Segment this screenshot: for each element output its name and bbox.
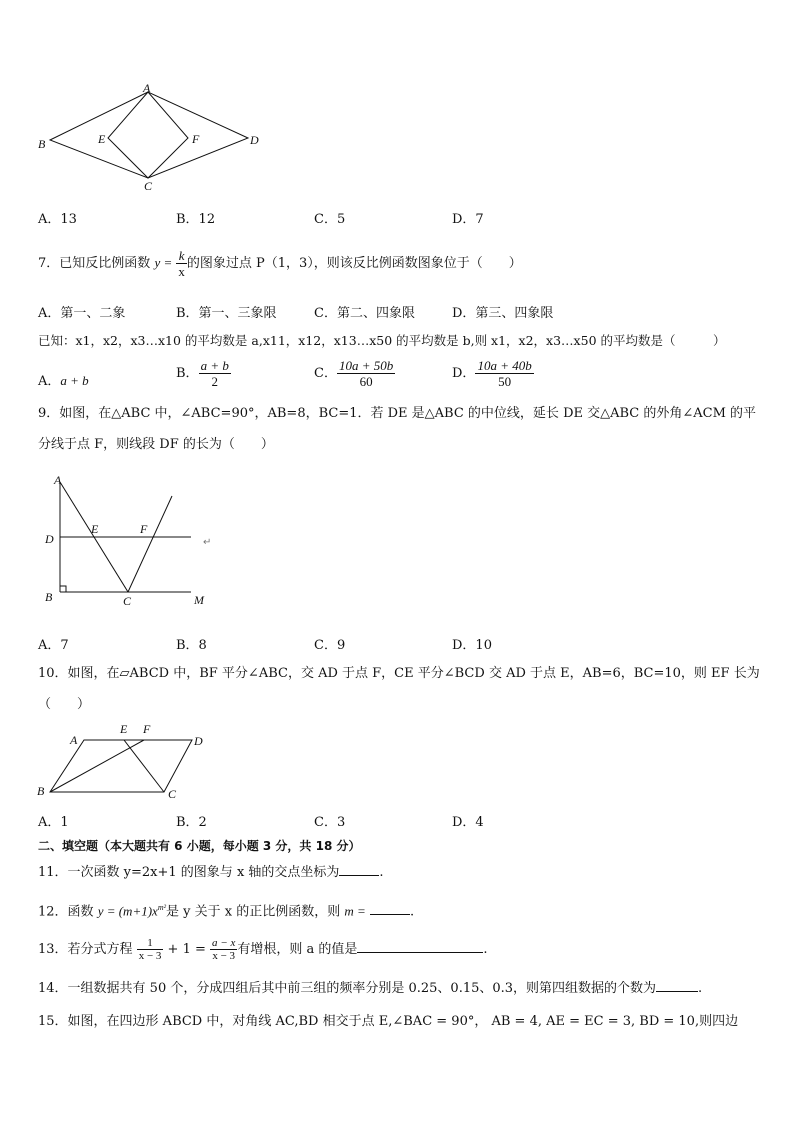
q7-number: 7． [38, 256, 60, 271]
q9-option-c: C．9 [314, 638, 346, 653]
fig10-label-f: F [143, 722, 151, 736]
q7-fraction: $\frac{k}{x}$ [178, 248, 185, 279]
question-9-line-1: 9．如图，在△ABC 中，∠ABC=90°，AB=8，BC=1．若 DE 是△ABC 的中位线，延长 DE 交△ABC 的外角∠ACM 的平 [38, 406, 757, 421]
q13-fraction-2: $\frac{a - x}{x - 3}$ [212, 937, 236, 962]
q7-text-1: 已知反比例函数 [59, 256, 151, 271]
q7-option-c: C．第二、四象限 [314, 306, 415, 321]
fig6-label-d: D [250, 133, 259, 147]
fig9-return-mark: ↵ [203, 537, 212, 548]
q6-figure [30, 82, 270, 194]
question-14: 14．一组数据共有 50 个，分成四组后其中前三组的频率分别是 0.25、0.15、0.3，则第四组数据的个数为 . [38, 981, 703, 996]
q8-option-d: D． $\frac{10a + 40b}{50}$ [452, 358, 532, 389]
question-11: 11．一次函数 y=2x+1 的图象与 x 轴的交点坐标为 . [38, 865, 384, 880]
q13-fraction-1: $\frac{1}{x - 3}$ [138, 937, 162, 962]
q10-figure [34, 718, 214, 802]
q7-func: y = [154, 255, 173, 270]
question-9-line-2: 分线于点 F，则线段 DF 的长为（ ） [38, 437, 274, 452]
fig9-label-m: M [194, 593, 204, 607]
q7-option-a: A．第一、二象 [38, 306, 126, 321]
q9-option-d: D．10 [452, 638, 492, 653]
q14-blank[interactable] [656, 980, 698, 992]
section-2-heading: 二、填空题（本大题共有 6 小题，每小题 3 分，共 18 分） [38, 839, 361, 853]
question-7 [38, 246, 522, 281]
q7-option-b: B．第一、三象限 [176, 306, 277, 321]
question-12: 12．函数 $y = (m+1)x^{m^2}$是 y 关于 x 的正比例函数，则 m = . [38, 903, 415, 920]
fig9-label-c: C [123, 594, 132, 608]
fig10-label-d: D [194, 734, 203, 748]
q11-blank[interactable] [339, 864, 379, 876]
q8-option-b: B． $\frac{a + b}{2}$ [176, 358, 229, 389]
q6-option-c: C．5 [314, 212, 346, 227]
q10-option-b: B．2 [176, 815, 207, 830]
fig6-label-c: C [144, 179, 153, 193]
q13-blank[interactable] [357, 941, 483, 953]
fig10-label-a: A [70, 733, 78, 747]
question-8: 已知：x1，x2，x3…x10 的平均数是 a,x11，x12，x13…x50 的平均数是 b,则 x1，x2，x3…x50 的平均数是（ ） [38, 333, 726, 348]
q8-option-a: A．a + b [38, 373, 89, 389]
question-13: 13．若分式方程 $\frac{1}{x - 3}$ + 1 = $\frac{a - x}{x - 3}$ 有增根，则 a 的值是 . [38, 937, 488, 962]
question-10-line-2: （ ） [38, 697, 91, 712]
q9-option-a: A．7 [38, 638, 69, 653]
fig10-label-b: B [37, 784, 45, 798]
fig6-label-b: B [38, 137, 46, 151]
q9-figure [38, 470, 228, 610]
question-15: 15．如图，在四边形 ABCD 中，对角线 AC,BD 相交于点 E,∠BAC = 90°， AB = 4, AE = EC = 3, BD = 10,则四边 [38, 1014, 739, 1029]
q7-option-d: D．第三、四象限 [452, 306, 554, 321]
fig6-label-a: A [143, 82, 151, 95]
fig9-label-d: D [45, 532, 54, 546]
q10-option-c: C．3 [314, 815, 346, 830]
q12-expression: y = (m+1)x [97, 903, 158, 919]
fig9-label-e: E [91, 522, 99, 536]
fig9-label-f: F [140, 522, 148, 536]
q9-option-b: B．8 [176, 638, 207, 653]
q6-option-d: D．7 [452, 212, 484, 227]
q8-option-c: C． $\frac{10a + 50b}{60}$ [314, 358, 394, 389]
fig6-label-e: E [98, 132, 106, 146]
q6-option-a: A．13 [38, 212, 77, 227]
fig9-label-b: B [45, 590, 53, 604]
q7-text-2: 的图象过点 P（1，3），则该反比例函数图象位于（ ） [186, 256, 522, 271]
fig10-label-e: E [120, 722, 128, 736]
fig10-label-c: C [168, 787, 177, 801]
fig6-label-f: F [192, 132, 200, 146]
question-10-line-1: 10．如图，在▱ABCD 中，BF 平分∠ABC，交 AD 于点 F，CE 平分∠BCD 交 AD 于点 E，AB=6，BC=10，则 EF 长为 [38, 666, 760, 681]
q12-blank[interactable] [370, 903, 410, 915]
q10-option-d: D．4 [452, 815, 484, 830]
q6-option-b: B．12 [176, 212, 216, 227]
fig9-label-a: A [54, 473, 62, 487]
q10-option-a: A．1 [38, 815, 69, 830]
